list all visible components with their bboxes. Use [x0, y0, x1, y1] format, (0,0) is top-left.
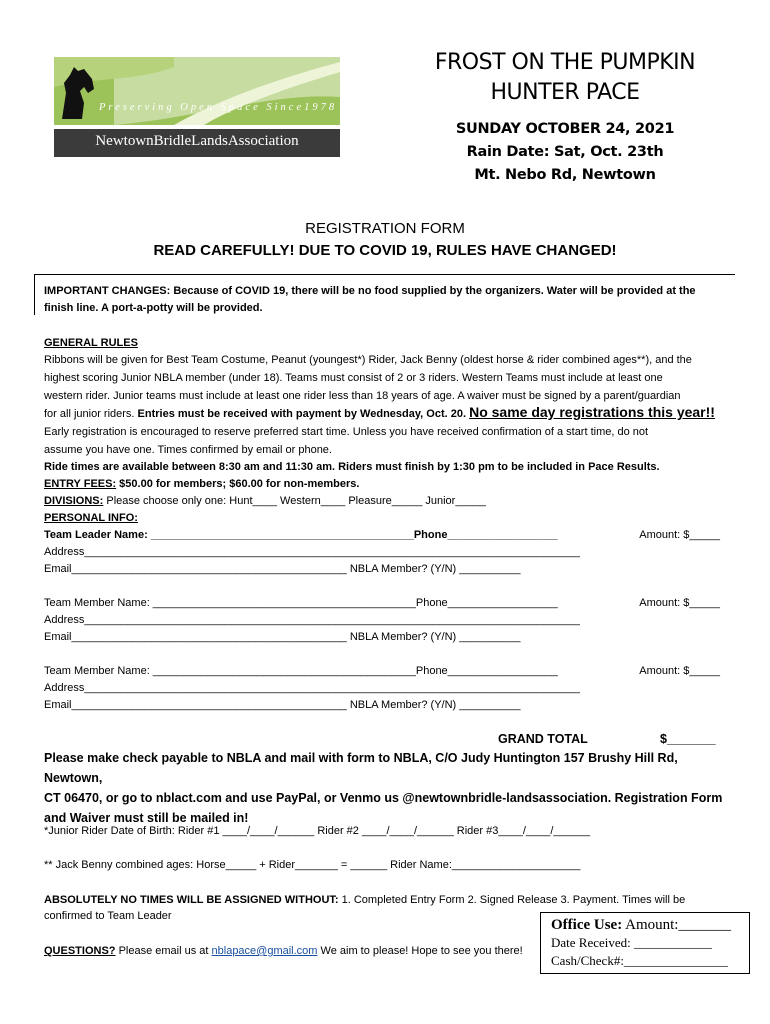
questions-label: QUESTIONS?	[44, 945, 116, 957]
important-line-2: finish line. A port-a-potty will be provided.	[44, 302, 263, 314]
covid-warning: READ CAREFULLY! DUE TO COVID 19, RULES HAVE CHANGED!	[153, 242, 617, 259]
jack-benny-field[interactable]: ** Jack Benny combined ages: Horse_____ + Rider_______ = ______ Rider Name:_____________________	[44, 859, 581, 871]
office-use-box	[540, 912, 750, 974]
event-date-block	[400, 118, 730, 187]
logo-tagline: Preserving Open Space Since1978	[99, 102, 338, 113]
important-text-1: Because of COVID 19, there will be no food supplied by the organizers. Water will be provided at the	[170, 285, 696, 297]
important-line-1	[44, 283, 696, 300]
form-heading	[0, 218, 770, 262]
rules-line-4	[44, 404, 715, 423]
event-title	[400, 48, 730, 108]
entries-deadline: Entries must be received with payment by Wednesday, Oct. 20.	[134, 408, 467, 420]
contact-email-link[interactable]: nblapace@gmail.com	[211, 945, 318, 957]
member1-amount-field[interactable]: Amount: $_____	[639, 597, 720, 609]
logo-org-name: NewtownBridleLandsAssociation	[95, 133, 299, 149]
divisions-options[interactable]: Please choose only one: Hunt____ Western____ Pleasure_____ Junior_____	[103, 495, 486, 507]
entry-fees-label: ENTRY FEES:	[44, 478, 117, 490]
payment-instructions	[44, 748, 734, 828]
event-date: SUNDAY OCTOBER 24, 2021	[455, 121, 675, 137]
registration-form-title: REGISTRATION FORM	[305, 220, 465, 237]
rain-date: Rain Date: Sat, Oct. 23th	[466, 144, 664, 160]
important-label: IMPORTANT CHANGES:	[44, 285, 171, 297]
rules-line-2: highest scoring Junior NBLA member (under 18). Teams must consist of 2 or 3 riders. Western Teams must include at least one	[44, 372, 663, 384]
member1-address-field[interactable]: Address_________________________________________________________________________________	[44, 614, 580, 626]
event-location: Mt. Nebo Rd, Newtown	[474, 167, 656, 183]
rules-line-3: western rider. Junior teams must include at least one rider less than 18 years of age. A waiver must be signed by a parent/guardian	[44, 390, 681, 402]
rules-line-4a: for all junior riders.	[44, 408, 135, 420]
leader-amount-field[interactable]: Amount: $_____	[639, 529, 720, 541]
rules-line-5: Early registration is encouraged to reserve preferred start time. Unless you have received confirmation of a start time, do not	[44, 426, 649, 438]
questions-text: Please email us at	[115, 945, 212, 957]
questions-line	[44, 943, 523, 960]
office-use-title	[551, 916, 749, 934]
questions-after: We aim to please! Hope to see you there!	[317, 945, 523, 957]
title-line-1: FROST ON THE PUMPKIN	[434, 50, 696, 75]
junior-dob-field[interactable]: *Junior Rider Date of Birth: Rider #1 ____/____/______ Rider #2 ____/____/______ Rider #3____/____/______	[44, 825, 591, 837]
title-line-2: HUNTER PACE	[490, 80, 640, 105]
general-rules-heading: GENERAL RULES	[44, 337, 138, 349]
divisions-label: DIVISIONS:	[44, 495, 104, 507]
ride-times: Ride times are available between 8:30 am and 11:30 am. Riders must finish by 1:30 pm to be included in Pace Results.	[44, 461, 660, 473]
office-amount: Amount:_______	[622, 917, 731, 933]
payment-line-3: and Waiver must still be mailed in!	[44, 811, 249, 825]
office-use-label: Office Use:	[551, 917, 623, 933]
rules-line-6: assume you have one. Times confirmed by email or phone.	[44, 444, 332, 456]
times-notice-line-1	[44, 892, 685, 909]
team-leader-name-field[interactable]: Team Leader Name: ___________________________________________Phone__________________	[44, 529, 558, 541]
leader-address-field[interactable]: Address_________________________________________________________________________________	[44, 546, 580, 558]
payment-line-1: Please make check payable to NBLA and mail with form to NBLA, C/O Judy Huntington 157 Brushy Hill Rd, Newtown,	[44, 751, 678, 785]
member2-address-field[interactable]: Address_________________________________________________________________________________	[44, 682, 580, 694]
rules-line-1: Ribbons will be given for Best Team Costume, Peanut (youngest*) Rider, Jack Benny (oldest horse & rider combined ages**), and the	[44, 354, 692, 366]
payment-line-2: CT 06470, or go to nblact.com and use PayPal, or Venmo us @newtownbridle-landsassociation. Registration Form	[44, 791, 723, 805]
entry-fees-text: $50.00 for members; $60.00 for non-members.	[116, 478, 360, 490]
member1-email-field[interactable]: Email_____________________________________________ NBLA Member? (Y/N) __________	[44, 631, 521, 643]
leader-email-field[interactable]: Email_____________________________________________ NBLA Member? (Y/N) __________	[44, 563, 521, 575]
member1-name-field[interactable]: Team Member Name: ___________________________________________Phone__________________	[44, 597, 558, 609]
times-notice-text: 1. Completed Entry Form 2. Signed Release 3. Payment. Times will be	[338, 894, 686, 906]
grand-total-label: GRAND TOTAL	[498, 732, 588, 746]
office-date-received: Date Received: ____________	[551, 935, 713, 950]
entry-fees	[44, 476, 359, 493]
personal-info-heading: PERSONAL INFO:	[44, 512, 138, 524]
times-notice-label: ABSOLUTELY NO TIMES WILL BE ASSIGNED WITHOUT:	[44, 894, 339, 906]
no-same-day-notice: No same day registrations this year!!	[469, 404, 715, 420]
office-cash-check: Cash/Check#:________________	[551, 953, 728, 968]
grand-total-field[interactable]: $_______	[660, 732, 716, 746]
nbla-logo	[54, 57, 340, 157]
times-notice-line-2: confirmed to Team Leader	[44, 910, 172, 922]
member2-email-field[interactable]: Email_____________________________________________ NBLA Member? (Y/N) __________	[44, 699, 521, 711]
member2-name-field[interactable]: Team Member Name: ___________________________________________Phone__________________	[44, 665, 558, 677]
member2-amount-field[interactable]: Amount: $_____	[639, 665, 720, 677]
divisions	[44, 493, 486, 510]
